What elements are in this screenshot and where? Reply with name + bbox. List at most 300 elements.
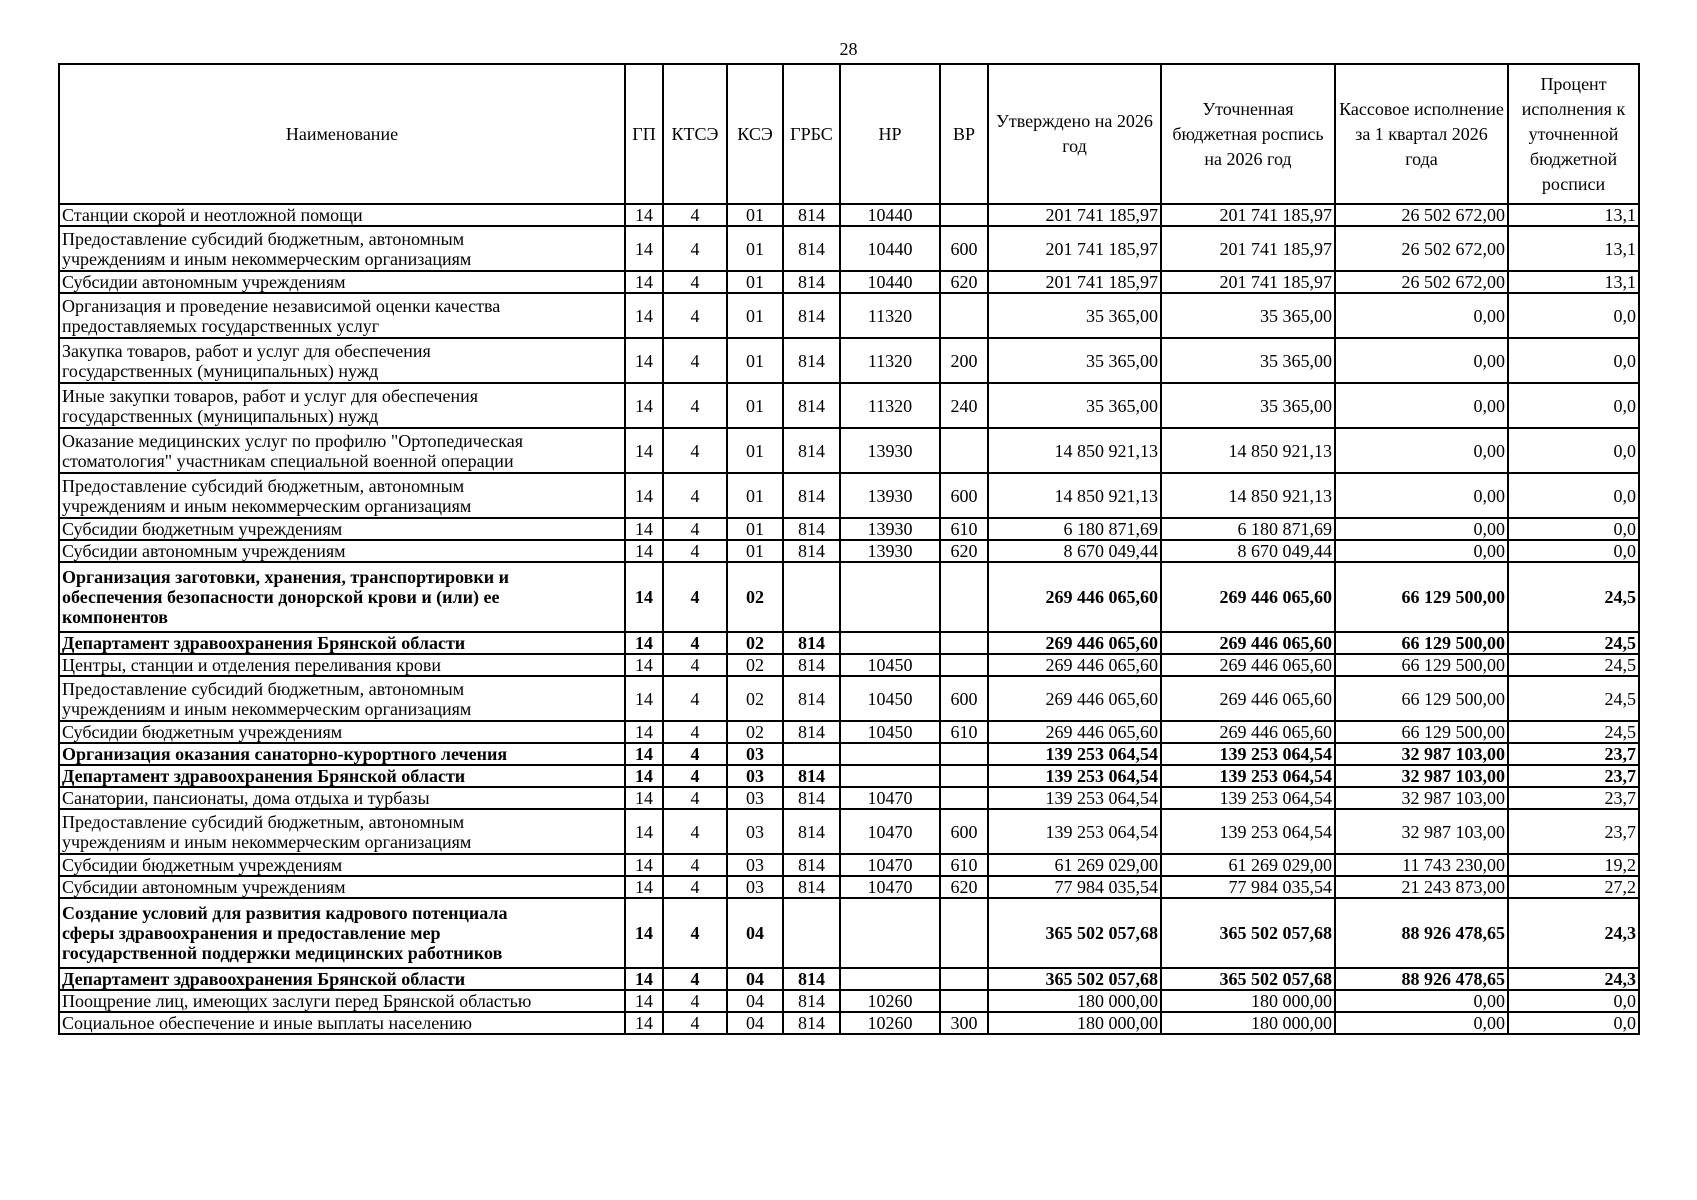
header-approved: Утверждено на 2026 год — [988, 64, 1161, 204]
cell-vr: 620 — [940, 271, 988, 293]
cell-ktse: 4 — [663, 809, 727, 854]
cell-refined: 35 365,00 — [1161, 338, 1335, 383]
cell-name: Иные закупки товаров, работ и услуг для обеспечения государственных (муниципальных) нужд — [59, 383, 625, 428]
cell-cash: 21 243 873,00 — [1335, 876, 1508, 898]
cell-name: Станции скорой и неотложной помощи — [59, 204, 625, 226]
cell-approved: 139 253 064,54 — [988, 743, 1161, 765]
cell-kse: 01 — [727, 540, 783, 562]
cell-gp: 14 — [625, 632, 663, 654]
cell-name: Предоставление субсидий бюджетным, автономным учреждениям и иным некоммерческим организациям — [59, 226, 625, 271]
cell-kse: 03 — [727, 809, 783, 854]
cell-vr: 620 — [940, 876, 988, 898]
cell-nr: 13930 — [840, 518, 940, 540]
cell-vr — [940, 765, 988, 787]
cell-percent: 13,1 — [1508, 204, 1639, 226]
cell-percent: 0,0 — [1508, 428, 1639, 473]
cell-refined: 35 365,00 — [1161, 383, 1335, 428]
header-ktse: КТСЭ — [663, 64, 727, 204]
cell-cash: 26 502 672,00 — [1335, 271, 1508, 293]
cell-nr: 10470 — [840, 809, 940, 854]
cell-name: Предоставление субсидий бюджетным, автономным учреждениям и иным некоммерческим организациям — [59, 809, 625, 854]
cell-name: Социальное обеспечение и иные выплаты населению — [59, 1012, 625, 1034]
cell-nr — [840, 632, 940, 654]
cell-gp: 14 — [625, 721, 663, 743]
cell-refined: 8 670 049,44 — [1161, 540, 1335, 562]
cell-grbs: 814 — [783, 518, 840, 540]
cell-gp: 14 — [625, 990, 663, 1012]
cell-kse: 04 — [727, 898, 783, 968]
header-gp: ГП — [625, 64, 663, 204]
cell-vr: 240 — [940, 383, 988, 428]
table-row — [59, 293, 1639, 338]
table-row — [59, 540, 1639, 562]
cell-cash: 32 987 103,00 — [1335, 765, 1508, 787]
cell-approved: 180 000,00 — [988, 1012, 1161, 1034]
cell-vr — [940, 990, 988, 1012]
cell-nr — [840, 562, 940, 632]
cell-percent: 0,0 — [1508, 293, 1639, 338]
cell-approved: 139 253 064,54 — [988, 765, 1161, 787]
cell-gp: 14 — [625, 898, 663, 968]
header-nr: НР — [840, 64, 940, 204]
cell-refined: 269 446 065,60 — [1161, 562, 1335, 632]
cell-grbs: 814 — [783, 765, 840, 787]
cell-kse: 02 — [727, 632, 783, 654]
cell-vr: 610 — [940, 518, 988, 540]
cell-approved: 77 984 035,54 — [988, 876, 1161, 898]
cell-approved: 61 269 029,00 — [988, 854, 1161, 876]
cell-ktse: 4 — [663, 473, 727, 518]
cell-approved: 35 365,00 — [988, 293, 1161, 338]
cell-name: Департамент здравоохранения Брянской области — [59, 968, 625, 990]
cell-kse: 03 — [727, 876, 783, 898]
table-row — [59, 632, 1639, 654]
cell-gp: 14 — [625, 654, 663, 676]
cell-grbs: 814 — [783, 968, 840, 990]
cell-grbs: 814 — [783, 876, 840, 898]
cell-gp: 14 — [625, 968, 663, 990]
cell-gp: 14 — [625, 1012, 663, 1034]
cell-grbs: 814 — [783, 540, 840, 562]
cell-percent: 0,0 — [1508, 383, 1639, 428]
cell-cash: 66 129 500,00 — [1335, 562, 1508, 632]
cell-ktse: 4 — [663, 654, 727, 676]
cell-approved: 35 365,00 — [988, 338, 1161, 383]
table-row — [59, 809, 1639, 854]
cell-gp: 14 — [625, 473, 663, 518]
cell-cash: 32 987 103,00 — [1335, 743, 1508, 765]
cell-refined: 365 502 057,68 — [1161, 898, 1335, 968]
cell-kse: 03 — [727, 787, 783, 809]
cell-nr: 10440 — [840, 226, 940, 271]
cell-cash: 0,00 — [1335, 428, 1508, 473]
cell-vr — [940, 293, 988, 338]
table-row — [59, 765, 1639, 787]
table-row — [59, 854, 1639, 876]
cell-grbs: 814 — [783, 632, 840, 654]
cell-percent: 0,0 — [1508, 990, 1639, 1012]
cell-grbs: 814 — [783, 1012, 840, 1034]
cell-gp: 14 — [625, 743, 663, 765]
cell-name: Департамент здравоохранения Брянской области — [59, 632, 625, 654]
cell-name: Организация и проведение независимой оценки качества предоставляемых государственных услуг — [59, 293, 625, 338]
cell-ktse: 4 — [663, 271, 727, 293]
cell-name: Санатории, пансионаты, дома отдыха и турбазы — [59, 787, 625, 809]
cell-gp: 14 — [625, 854, 663, 876]
table-row — [59, 338, 1639, 383]
cell-percent: 0,0 — [1508, 518, 1639, 540]
cell-cash: 0,00 — [1335, 990, 1508, 1012]
header-refined: Уточненная бюджетная роспись на 2026 год — [1161, 64, 1335, 204]
cell-vr: 610 — [940, 721, 988, 743]
cell-grbs: 814 — [783, 854, 840, 876]
cell-grbs: 814 — [783, 721, 840, 743]
cell-percent: 0,0 — [1508, 1012, 1639, 1034]
cell-ktse: 4 — [663, 428, 727, 473]
cell-grbs: 814 — [783, 990, 840, 1012]
cell-grbs: 814 — [783, 204, 840, 226]
cell-vr — [940, 204, 988, 226]
cell-vr — [940, 898, 988, 968]
cell-refined: 14 850 921,13 — [1161, 428, 1335, 473]
table-row — [59, 787, 1639, 809]
table-row — [59, 876, 1639, 898]
cell-approved: 201 741 185,97 — [988, 271, 1161, 293]
header-name: Наименование — [59, 64, 625, 204]
cell-ktse: 4 — [663, 1012, 727, 1034]
cell-vr: 300 — [940, 1012, 988, 1034]
cell-cash: 66 129 500,00 — [1335, 676, 1508, 721]
cell-grbs: 814 — [783, 338, 840, 383]
cell-refined: 201 741 185,97 — [1161, 271, 1335, 293]
cell-vr: 600 — [940, 226, 988, 271]
cell-percent: 0,0 — [1508, 540, 1639, 562]
table-header — [59, 64, 1639, 204]
cell-approved: 35 365,00 — [988, 383, 1161, 428]
cell-cash: 66 129 500,00 — [1335, 654, 1508, 676]
header-percent: Процент исполнения к уточненной бюджетной росписи — [1508, 64, 1639, 204]
cell-refined: 139 253 064,54 — [1161, 809, 1335, 854]
cell-ktse: 4 — [663, 787, 727, 809]
cell-gp: 14 — [625, 876, 663, 898]
cell-cash: 26 502 672,00 — [1335, 204, 1508, 226]
cell-approved: 269 446 065,60 — [988, 562, 1161, 632]
table-row — [59, 428, 1639, 473]
cell-vr — [940, 743, 988, 765]
cell-approved: 139 253 064,54 — [988, 787, 1161, 809]
cell-percent: 27,2 — [1508, 876, 1639, 898]
cell-kse: 02 — [727, 654, 783, 676]
cell-approved: 14 850 921,13 — [988, 473, 1161, 518]
cell-percent: 24,5 — [1508, 654, 1639, 676]
cell-grbs: 814 — [783, 676, 840, 721]
cell-nr — [840, 765, 940, 787]
cell-cash: 0,00 — [1335, 518, 1508, 540]
header-kse: КСЭ — [727, 64, 783, 204]
cell-vr — [940, 968, 988, 990]
cell-cash: 32 987 103,00 — [1335, 809, 1508, 854]
cell-refined: 365 502 057,68 — [1161, 968, 1335, 990]
cell-gp: 14 — [625, 383, 663, 428]
header-grbs: ГРБС — [783, 64, 840, 204]
cell-name: Оказание медицинских услуг по профилю "Ортопедическая стоматология" участникам специальной военной операции — [59, 428, 625, 473]
cell-gp: 14 — [625, 562, 663, 632]
table-row — [59, 743, 1639, 765]
cell-nr: 10260 — [840, 1012, 940, 1034]
cell-ktse: 4 — [663, 990, 727, 1012]
cell-refined: 269 446 065,60 — [1161, 632, 1335, 654]
cell-name: Субсидии автономным учреждениям — [59, 876, 625, 898]
cell-kse: 03 — [727, 854, 783, 876]
cell-nr: 10470 — [840, 854, 940, 876]
cell-gp: 14 — [625, 271, 663, 293]
cell-gp: 14 — [625, 428, 663, 473]
cell-ktse: 4 — [663, 540, 727, 562]
cell-percent: 23,7 — [1508, 809, 1639, 854]
cell-nr: 11320 — [840, 383, 940, 428]
cell-percent: 24,5 — [1508, 632, 1639, 654]
table-row — [59, 562, 1639, 632]
cell-vr: 200 — [940, 338, 988, 383]
cell-ktse: 4 — [663, 743, 727, 765]
cell-name: Департамент здравоохранения Брянской области — [59, 765, 625, 787]
cell-ktse: 4 — [663, 204, 727, 226]
table-row — [59, 518, 1639, 540]
cell-kse: 01 — [727, 518, 783, 540]
table-row — [59, 226, 1639, 271]
cell-nr: 10450 — [840, 654, 940, 676]
cell-percent: 13,1 — [1508, 271, 1639, 293]
cell-kse: 02 — [727, 721, 783, 743]
cell-grbs: 814 — [783, 787, 840, 809]
table-row — [59, 654, 1639, 676]
cell-grbs: 814 — [783, 293, 840, 338]
cell-nr: 11320 — [840, 338, 940, 383]
table-body — [59, 204, 1639, 1034]
cell-approved: 269 446 065,60 — [988, 632, 1161, 654]
table-row — [59, 383, 1639, 428]
cell-ktse: 4 — [663, 898, 727, 968]
table-row — [59, 271, 1639, 293]
cell-cash: 0,00 — [1335, 473, 1508, 518]
header-vr: ВР — [940, 64, 988, 204]
cell-approved: 8 670 049,44 — [988, 540, 1161, 562]
cell-percent: 24,5 — [1508, 562, 1639, 632]
cell-nr: 10450 — [840, 676, 940, 721]
cell-ktse: 4 — [663, 226, 727, 271]
cell-grbs: 814 — [783, 226, 840, 271]
cell-cash: 0,00 — [1335, 293, 1508, 338]
cell-grbs: 814 — [783, 428, 840, 473]
cell-kse: 02 — [727, 562, 783, 632]
cell-nr — [840, 968, 940, 990]
cell-cash: 66 129 500,00 — [1335, 632, 1508, 654]
cell-name: Субсидии бюджетным учреждениям — [59, 854, 625, 876]
cell-kse: 01 — [727, 226, 783, 271]
cell-approved: 201 741 185,97 — [988, 204, 1161, 226]
cell-nr: 10440 — [840, 204, 940, 226]
cell-grbs — [783, 562, 840, 632]
table-row — [59, 204, 1639, 226]
cell-approved: 180 000,00 — [988, 990, 1161, 1012]
cell-vr — [940, 562, 988, 632]
table-row — [59, 1012, 1639, 1034]
cell-percent: 0,0 — [1508, 473, 1639, 518]
cell-name: Поощрение лиц, имеющих заслуги перед Брянской областью — [59, 990, 625, 1012]
cell-refined: 180 000,00 — [1161, 1012, 1335, 1034]
cell-approved: 269 446 065,60 — [988, 654, 1161, 676]
cell-gp: 14 — [625, 293, 663, 338]
cell-percent: 24,3 — [1508, 898, 1639, 968]
cell-percent: 19,2 — [1508, 854, 1639, 876]
cell-vr: 610 — [940, 854, 988, 876]
cell-name: Организация заготовки, хранения, транспортировки и обеспечения безопасности донорской крови и (или) ее компонентов — [59, 562, 625, 632]
cell-percent: 24,5 — [1508, 676, 1639, 721]
cell-kse: 01 — [727, 383, 783, 428]
cell-ktse: 4 — [663, 721, 727, 743]
cell-vr: 600 — [940, 473, 988, 518]
cell-name: Предоставление субсидий бюджетным, автономным учреждениям и иным некоммерческим организациям — [59, 676, 625, 721]
cell-kse: 04 — [727, 1012, 783, 1034]
cell-ktse: 4 — [663, 562, 727, 632]
cell-name: Закупка товаров, работ и услуг для обеспечения государственных (муниципальных) нужд — [59, 338, 625, 383]
cell-grbs — [783, 743, 840, 765]
cell-vr: 600 — [940, 809, 988, 854]
cell-approved: 365 502 057,68 — [988, 898, 1161, 968]
cell-name: Организация оказания санаторно-курортного лечения — [59, 743, 625, 765]
cell-nr: 10470 — [840, 787, 940, 809]
cell-refined: 269 446 065,60 — [1161, 721, 1335, 743]
cell-approved: 6 180 871,69 — [988, 518, 1161, 540]
cell-gp: 14 — [625, 765, 663, 787]
page-number: 28 — [839, 39, 858, 59]
cell-refined: 6 180 871,69 — [1161, 518, 1335, 540]
cell-vr — [940, 654, 988, 676]
cell-vr — [940, 428, 988, 473]
cell-percent: 24,5 — [1508, 721, 1639, 743]
cell-kse: 01 — [727, 293, 783, 338]
cell-grbs: 814 — [783, 809, 840, 854]
cell-refined: 180 000,00 — [1161, 990, 1335, 1012]
cell-percent: 13,1 — [1508, 226, 1639, 271]
cell-refined: 61 269 029,00 — [1161, 854, 1335, 876]
cell-approved: 201 741 185,97 — [988, 226, 1161, 271]
cell-refined: 269 446 065,60 — [1161, 676, 1335, 721]
cell-gp: 14 — [625, 518, 663, 540]
cell-nr: 10440 — [840, 271, 940, 293]
cell-refined: 77 984 035,54 — [1161, 876, 1335, 898]
cell-refined: 201 741 185,97 — [1161, 226, 1335, 271]
table-row — [59, 898, 1639, 968]
cell-cash: 88 926 478,65 — [1335, 968, 1508, 990]
cell-refined: 139 253 064,54 — [1161, 765, 1335, 787]
cell-nr: 13930 — [840, 428, 940, 473]
cell-kse: 03 — [727, 765, 783, 787]
cell-ktse: 4 — [663, 876, 727, 898]
cell-vr: 600 — [940, 676, 988, 721]
cell-percent: 23,7 — [1508, 743, 1639, 765]
cell-kse: 01 — [727, 473, 783, 518]
cell-name: Создание условий для развития кадрового потенциала сферы здравоохранения и предоставление мер государственной поддержки медицинских работников — [59, 898, 625, 968]
cell-ktse: 4 — [663, 632, 727, 654]
table-row — [59, 721, 1639, 743]
cell-name: Субсидии бюджетным учреждениям — [59, 721, 625, 743]
cell-approved: 269 446 065,60 — [988, 721, 1161, 743]
cell-grbs: 814 — [783, 383, 840, 428]
cell-grbs: 814 — [783, 473, 840, 518]
cell-refined: 269 446 065,60 — [1161, 654, 1335, 676]
cell-vr — [940, 632, 988, 654]
cell-kse: 01 — [727, 271, 783, 293]
cell-kse: 04 — [727, 968, 783, 990]
cell-percent: 0,0 — [1508, 338, 1639, 383]
cell-kse: 04 — [727, 990, 783, 1012]
cell-ktse: 4 — [663, 518, 727, 540]
cell-refined: 201 741 185,97 — [1161, 204, 1335, 226]
table-row — [59, 473, 1639, 518]
cell-gp: 14 — [625, 676, 663, 721]
header-cash: Кассовое исполнение за 1 квартал 2026 года — [1335, 64, 1508, 204]
table-row — [59, 968, 1639, 990]
cell-percent: 23,7 — [1508, 765, 1639, 787]
cell-gp: 14 — [625, 787, 663, 809]
cell-cash: 32 987 103,00 — [1335, 787, 1508, 809]
cell-nr: 13930 — [840, 540, 940, 562]
cell-gp: 14 — [625, 226, 663, 271]
cell-ktse: 4 — [663, 383, 727, 428]
cell-nr: 10470 — [840, 876, 940, 898]
cell-gp: 14 — [625, 204, 663, 226]
cell-percent: 24,3 — [1508, 968, 1639, 990]
cell-name: Субсидии автономным учреждениям — [59, 540, 625, 562]
cell-nr — [840, 898, 940, 968]
cell-cash: 26 502 672,00 — [1335, 226, 1508, 271]
cell-ktse: 4 — [663, 676, 727, 721]
cell-approved: 14 850 921,13 — [988, 428, 1161, 473]
cell-grbs: 814 — [783, 654, 840, 676]
cell-refined: 139 253 064,54 — [1161, 787, 1335, 809]
cell-name: Центры, станции и отделения переливания крови — [59, 654, 625, 676]
cell-approved: 269 446 065,60 — [988, 676, 1161, 721]
cell-approved: 365 502 057,68 — [988, 968, 1161, 990]
cell-refined: 35 365,00 — [1161, 293, 1335, 338]
cell-cash: 0,00 — [1335, 338, 1508, 383]
cell-nr: 10260 — [840, 990, 940, 1012]
cell-kse: 01 — [727, 338, 783, 383]
cell-name: Субсидии автономным учреждениям — [59, 271, 625, 293]
cell-refined: 14 850 921,13 — [1161, 473, 1335, 518]
cell-kse: 02 — [727, 676, 783, 721]
cell-nr: 11320 — [840, 293, 940, 338]
table-row — [59, 990, 1639, 1012]
cell-vr: 620 — [940, 540, 988, 562]
cell-nr — [840, 743, 940, 765]
cell-ktse: 4 — [663, 765, 727, 787]
cell-grbs — [783, 898, 840, 968]
cell-ktse: 4 — [663, 854, 727, 876]
cell-gp: 14 — [625, 809, 663, 854]
cell-cash: 0,00 — [1335, 383, 1508, 428]
cell-kse: 03 — [727, 743, 783, 765]
cell-vr — [940, 787, 988, 809]
cell-ktse: 4 — [663, 293, 727, 338]
cell-ktse: 4 — [663, 338, 727, 383]
cell-cash: 0,00 — [1335, 1012, 1508, 1034]
cell-name: Предоставление субсидий бюджетным, автономным учреждениям и иным некоммерческим организациям — [59, 473, 625, 518]
cell-refined: 139 253 064,54 — [1161, 743, 1335, 765]
cell-cash: 88 926 478,65 — [1335, 898, 1508, 968]
cell-grbs: 814 — [783, 271, 840, 293]
